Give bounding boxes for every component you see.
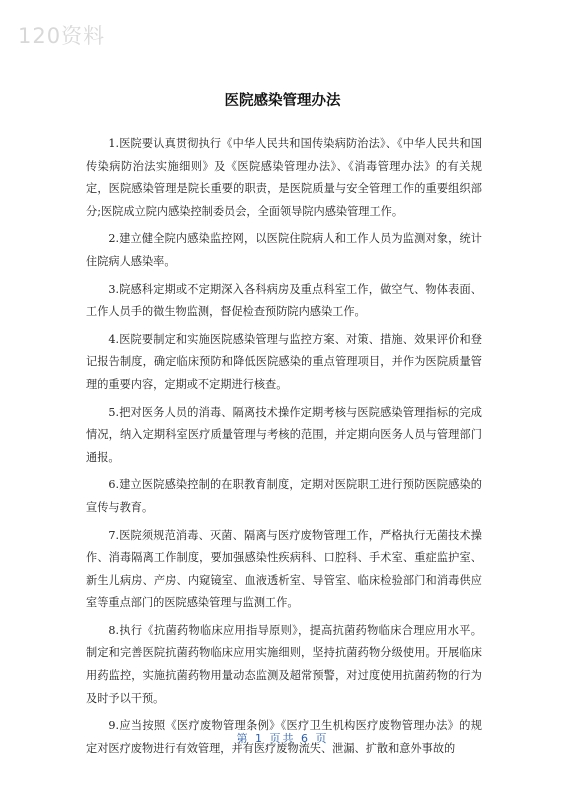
paragraph-9: 9.应当按照《医疗废物管理条例》《医疗卫生机构医疗废物管理办法》的规定对医疗废物进行有效管理，并有医疗废物流失、泄漏、扩散和意外事故的 (86, 719, 482, 755)
paragraph-4: 4.医院要制定和实施医院感染管理与监控方案、对策、措施、效果评价和登记报告制度，确定临床预防和降低医院感染的重点管理项目，并作为医院质量管理的重要内容，定期或不定期进行核查。 (86, 332, 482, 391)
document-body (86, 133, 482, 765)
watermark-logo: 120资料 (18, 24, 106, 48)
paragraph-8: 8.执行《抗菌药物临床应用指导原则》，提高抗菌药物临床合理应用水平。制定和完善医院抗菌药物临床应用实施细则，坚持抗菌药物分级使用。开展临床用药监控，实施抗菌药物用量动态监测及超常预警，对过度使用抗菌药物的行为及时予以干预。 (86, 623, 482, 705)
paragraph-5: 5.把对医务人员的消毒、隔离技术操作定期考核与医院感染管理指标的完成情况，纳入定期科室医疗质量管理与考核的范围，并定期向医务人员与管理部门通报。 (86, 405, 482, 464)
page-number-footer: 第 1 页共 6 页 (236, 732, 329, 745)
paragraph-2: 2.建立健全院内感染监控网，以医院住院病人和工作人员为监测对象，统计住院病人感染率。 (86, 232, 482, 268)
paragraph-7: 7.医院须规范消毒、灭菌、隔离与医疗废物管理工作，严格执行无菌技术操作、消毒隔离工作制度，要加强感染性疾病科、口腔科、手术室、重症监护室、新生儿病房、产房、内窥镜室、血液透析室、导管室、临床检验部门和消毒供应室等重点部门的医院感染管理与监测工作。 (86, 528, 482, 610)
document-title: 医院感染管理办法 (224, 93, 341, 109)
paragraph-1: 1.医院要认真贯彻执行《中华人民共和国传染病防治法》、《中华人民共和国传染病防治法实施细则》及《医院感染管理办法》、《消毒管理办法》的有关规定，医院感染管理是院长重要的职责，是医院质量与安全管理工作的重要组织部分;医院成立院内感染控制委员会，全面领导院内感染管理工作。 (86, 137, 482, 218)
paragraph-3: 3.院感科定期或不定期深入各科病房及重点科室工作，做空气、物体表面、工作人员手的微生物监测，督促检查预防院内感染工作。 (86, 282, 482, 319)
paragraph-6: 6.建立医院感染控制的在职教育制度，定期对医院职工进行预防医院感染的宣传与教育。 (86, 478, 482, 514)
